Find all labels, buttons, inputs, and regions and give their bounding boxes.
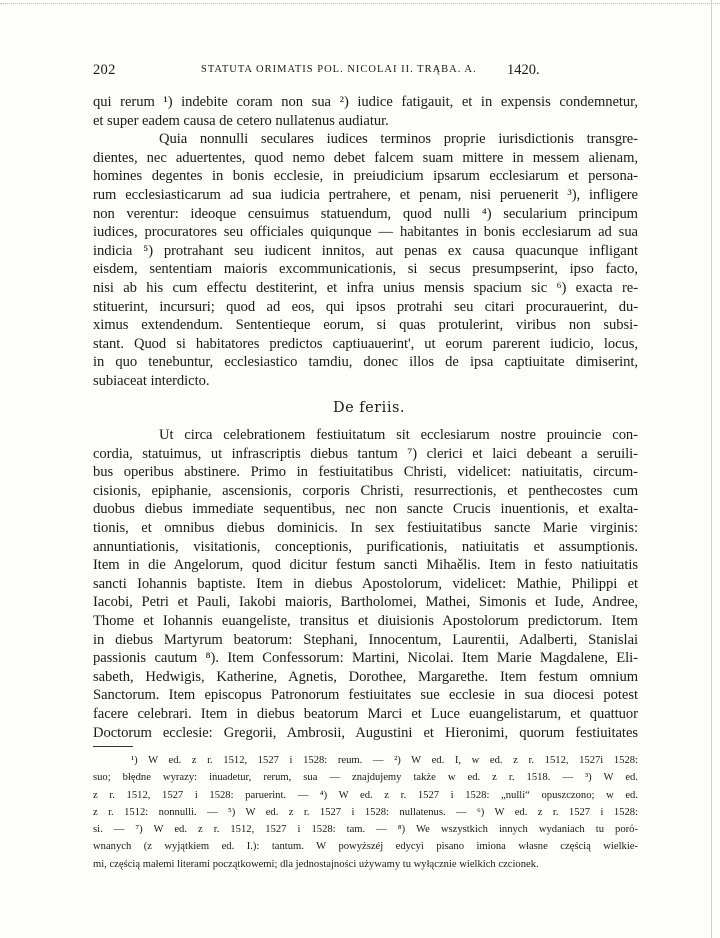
text-line: tionis, et omnibus diebus dominicis. In sex festiuitatibus sancte Marie virginis: [93, 519, 638, 536]
text-line: eisdem, sententiam maioris excommunicationis, si secus presumpserint, ipso facto, [93, 261, 638, 278]
text-line: in quo tenebuntur, ecclesiastico tamdiu, donec illos de ipsa captiuitate dimiserint, [93, 354, 638, 371]
scan-right-edge [711, 0, 712, 938]
text-line: non verentur: ideoque censuimus statuendum, quod nulli ⁴) secularium principum [93, 205, 638, 222]
text-line: Quia nonnulli seculares iudices terminos proprie iurisdictionis transgre- [159, 131, 638, 148]
text-line: sancti Iohannis baptiste. Item in diebus Apostolorum, videlicet: Mathie, Philippi et [93, 575, 638, 592]
paragraph-1 [93, 93, 638, 391]
text-line: cisionis, epiphanie, ascensionis, corporis Christi, resurrectionis, et penthecostes cum [93, 482, 638, 499]
text-line: nisi ab his cum effectu destiterint, et infra unius mensis spacium sic ⁶) exacta re- [93, 279, 638, 296]
text-line: stituerint, incursuri; quod ad eos, qui ipsos protrahi seu citari procurauerint, du- [93, 298, 638, 315]
text-line: Doctorum ecclesie: Gregorii, Ambrosii, Augustini et Hieronimi, quorum festiuitates [93, 724, 638, 741]
section-title: De feriis. [332, 400, 406, 416]
page-number: 202 [93, 62, 116, 78]
text-line: ximus extendendum. Sententieque eorum, si quas protulerint, viribus non subsi- [93, 317, 638, 334]
text-line: in diebus Martyrum beatorum: Stephani, Innocentum, Laurentii, Adalberti, Stanislai [93, 631, 638, 648]
text-line: annuntiationis, visitationis, conceptionis, purificationis, natiuitatis et assumptionis. [93, 538, 638, 555]
text-line: passionis cautum ⁸). Item Confessorum: Martini, Nicolai. Item Marie Magdalene, Eli- [93, 650, 638, 667]
text-line: Sanctorum. Item episcopus Patronorum festiuitates sue ecclesie in sua diocesi potest [93, 687, 638, 704]
footnote-line: suo; błędne wyrazy: inuadetur, rerum, sua — znajdujemy także w ed. z r. 1518. — ³) W ed. [93, 772, 638, 784]
text-line: facere celebrari. Item in diebus beatorum Marci et Luce euangelistarum, et quattuor [93, 705, 638, 722]
text-line: stant. Quod si habitatores predictos captiuauerint', ut eorum parerent iudicio, locus, [93, 335, 638, 352]
text-line: Thome et Iohannis euangeliste, transitus et diuisionis Apostolorum predictorum. Item [93, 612, 638, 629]
footnote-line: si. — ⁷) W ed. z r. 1512, 1527 i 1528: tam. — ⁸) We wszystkich innych wydaniach tu porό- [93, 824, 638, 836]
footnote-line: mi, częścią małemi literami początkowemi; dla jednostajności używamy tu wyłącznie wielkich czcionek. [93, 858, 539, 870]
running-year: 1420. [507, 62, 540, 78]
text-line: subiaceat interdicto. [93, 372, 210, 389]
text-line: qui rerum ¹) indebite coram non sua ²) iudice fatigauit, et in expensis condemnetur, [93, 94, 638, 110]
text-line: homines degentes in bonis ecclesie, in preiudicium ipsarum ecclesiarum et persona- [93, 168, 638, 185]
text-line: sabeth, Hedwigis, Katherine, Agnetis, Dorothee, Margarethe. Item festum omnium [93, 668, 638, 685]
footnote-line: ¹) W ed. z r. 1512, 1527 i 1528: reum. — ²) W ed. I, w ed. z r. 1512, 1527i 1528: [131, 755, 638, 766]
text-line: rum ecclesiasticarum ad sua iudicia pertrahere, et penam, nisi peruenerit ³), infligere [93, 186, 638, 203]
footnote-line: z r. 1512, 1527 i 1528: paruerint. — ⁴) W ed. z r. 1527 i 1528: „nulli“ opuszczono; w ed. [93, 789, 638, 801]
page-header [93, 62, 638, 82]
text-line: bus operibus abstinere. Primo in festiuitatibus Christi, videlicet: natiuitatis, circum- [93, 464, 638, 481]
footnote-line: z r. 1512: nonnulli. — ⁵) W ed. z r. 1527 i 1528: nullatenus. — ⁶) W ed. z r. 1527 i 1528: [93, 806, 638, 818]
text-line: dientes, nec aduertentes, quod nemo debet falcem suam mittere in messem alienam, [93, 149, 638, 166]
text-line: indicia ⁵) protrahant seu iudicent innitos, aut penas ex causa quacunque infligant [93, 242, 638, 259]
text-line: Ut circa celebrationem festiuitatum sit ecclesiarum nostre prouincie con- [159, 427, 638, 443]
text-line: cordia, statuimus, ut infrascriptis diebus tantum ⁷) clerici et laici debeant a seruili- [93, 445, 638, 462]
text-line: Item in die Angelorum, quod dicitur festum sancti Mihaělis. Item in festo natiuitatis [93, 557, 638, 574]
text-line: iudices, procuratores seu officiales quiqunque — habitantes in bonis ecclesiarum ad sua [93, 224, 638, 241]
footnote-rule [93, 746, 133, 747]
text-line: Iacobi, Petri et Pauli, Iakobi maioris, Bartholomei, Mathei, Simonis et Iude, Andree, [93, 594, 638, 611]
scan-top-edge [0, 3, 720, 4]
running-title: STATUTA ORIMATIS POL. NICOLAI II. TRĄBA. A. [201, 64, 477, 75]
paragraph-2 [93, 426, 638, 742]
footnotes [93, 752, 638, 873]
text-line: duobus diebus immediate sequentibus, nec non sancte Crucis inuentionis, et exalta- [93, 501, 638, 518]
text-line: et super eadem causa de cetero nullatenus audiatur. [93, 112, 389, 129]
footnote-line: wnanych (z wyjątkiem ed. I.): tantum. W powyższéj edycyi pisano imiona własne częścią wielkie- [93, 841, 638, 853]
